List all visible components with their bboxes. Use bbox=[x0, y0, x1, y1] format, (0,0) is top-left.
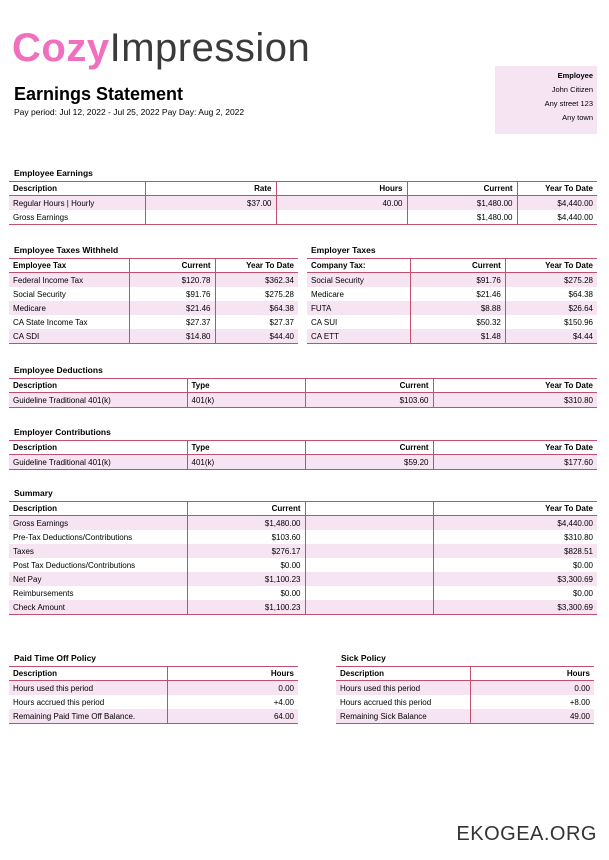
table-cell: Gross Earnings bbox=[9, 210, 145, 225]
summary-table bbox=[9, 501, 597, 615]
table-row bbox=[307, 273, 597, 288]
table-cell: $3,300.69 bbox=[433, 600, 597, 615]
table-cell: $4.44 bbox=[505, 329, 597, 344]
table-header-row bbox=[9, 182, 597, 196]
employer-taxes-title: Employer Taxes bbox=[311, 245, 376, 255]
table-cell: $0.00 bbox=[433, 558, 597, 572]
table-row bbox=[307, 287, 597, 301]
table-cell: Gross Earnings bbox=[9, 516, 187, 531]
table-cell: $103.60 bbox=[187, 530, 305, 544]
table-cell: $1,100.23 bbox=[187, 572, 305, 586]
column-header: Description bbox=[9, 182, 145, 196]
table-cell: CA SUI bbox=[307, 315, 411, 329]
column-header: Company Tax: bbox=[307, 259, 411, 273]
table-row bbox=[9, 558, 597, 572]
table-cell: $27.37 bbox=[129, 315, 215, 329]
table-cell: $64.38 bbox=[215, 301, 298, 315]
table-cell: 401(k) bbox=[187, 393, 305, 408]
table-row bbox=[9, 695, 298, 709]
summary-title: Summary bbox=[14, 488, 53, 498]
table-header-row bbox=[9, 259, 298, 273]
table-cell: Medicare bbox=[307, 287, 411, 301]
table-cell: 49.00 bbox=[470, 709, 594, 724]
table-cell: $103.60 bbox=[305, 393, 433, 408]
table-cell: Net Pay bbox=[9, 572, 187, 586]
table-cell: $21.46 bbox=[129, 301, 215, 315]
table-cell: Federal Income Tax bbox=[9, 273, 129, 288]
table-cell bbox=[305, 586, 433, 600]
employee-street: Any street 123 bbox=[544, 99, 593, 108]
table-cell: Social Security bbox=[307, 273, 411, 288]
column-header: Rate bbox=[145, 182, 276, 196]
table-cell bbox=[305, 558, 433, 572]
deductions-title: Employee Deductions bbox=[14, 365, 103, 375]
table-cell: Medicare bbox=[9, 301, 129, 315]
table-cell: $26.64 bbox=[505, 301, 597, 315]
table-header-row bbox=[9, 667, 298, 681]
table-cell: Remaining Paid Time Off Balance. bbox=[9, 709, 167, 724]
employee-taxes-title: Employee Taxes Withheld bbox=[14, 245, 119, 255]
column-header: Year To Date bbox=[215, 259, 298, 273]
table-cell: $8.88 bbox=[411, 301, 506, 315]
table-row bbox=[9, 681, 298, 696]
column-header: Current bbox=[305, 379, 433, 393]
table-cell: 401(k) bbox=[187, 455, 305, 470]
table-cell: Reimbursements bbox=[9, 586, 187, 600]
table-cell: $91.76 bbox=[411, 273, 506, 288]
table-cell: $0.00 bbox=[433, 586, 597, 600]
table-cell: +8.00 bbox=[470, 695, 594, 709]
table-cell: $177.60 bbox=[433, 455, 597, 470]
column-header: Current bbox=[411, 259, 506, 273]
logo-cozy: Cozy bbox=[12, 26, 110, 70]
table-row bbox=[9, 455, 597, 470]
pto-table bbox=[9, 666, 298, 724]
table-cell: Guideline Traditional 401(k) bbox=[9, 455, 187, 470]
table-cell: $27.37 bbox=[215, 315, 298, 329]
column-header: Current bbox=[187, 502, 305, 516]
table-row bbox=[9, 586, 597, 600]
table-cell: $276.17 bbox=[187, 544, 305, 558]
sick-title: Sick Policy bbox=[341, 653, 386, 663]
column-header: Year To Date bbox=[433, 379, 597, 393]
table-row bbox=[9, 709, 298, 724]
table-cell: $310.80 bbox=[433, 530, 597, 544]
column-header: Current bbox=[407, 182, 517, 196]
column-header: Description bbox=[9, 441, 187, 455]
table-header-row bbox=[307, 259, 597, 273]
table-cell: $120.78 bbox=[129, 273, 215, 288]
table-cell: $1,480.00 bbox=[407, 210, 517, 225]
column-header: Description bbox=[9, 502, 187, 516]
table-header-row bbox=[9, 441, 597, 455]
table-cell: $3,300.69 bbox=[433, 572, 597, 586]
employee-taxes-table bbox=[9, 258, 298, 344]
company-logo bbox=[12, 26, 310, 70]
table-row bbox=[9, 301, 298, 315]
employee-town: Any town bbox=[562, 113, 593, 122]
table-cell: Post Tax Deductions/Contributions bbox=[9, 558, 187, 572]
table-cell: $828.51 bbox=[433, 544, 597, 558]
table-row bbox=[9, 210, 597, 225]
table-cell bbox=[305, 530, 433, 544]
table-cell: CA SDI bbox=[9, 329, 129, 344]
table-row bbox=[336, 709, 594, 724]
column-header: Description bbox=[9, 667, 167, 681]
table-cell: 0.00 bbox=[167, 681, 298, 696]
column-header: Type bbox=[187, 379, 305, 393]
table-row bbox=[307, 301, 597, 315]
table-cell: 64.00 bbox=[167, 709, 298, 724]
table-row bbox=[336, 695, 594, 709]
table-cell: $21.46 bbox=[411, 287, 506, 301]
table-cell: $1,480.00 bbox=[407, 196, 517, 211]
footer-brand: EKOGEA.ORG bbox=[456, 823, 597, 845]
column-header: Current bbox=[305, 441, 433, 455]
table-cell: $91.76 bbox=[129, 287, 215, 301]
table-cell: $275.28 bbox=[215, 287, 298, 301]
column-header: Hours bbox=[167, 667, 298, 681]
table-cell: $4,440.00 bbox=[433, 516, 597, 531]
table-cell: Remaining Sick Balance bbox=[336, 709, 470, 724]
pto-title: Paid Time Off Policy bbox=[14, 653, 97, 663]
employee-name: John Citizen bbox=[551, 85, 593, 94]
table-cell: Hours used this period bbox=[9, 681, 167, 696]
table-cell: $1,100.23 bbox=[187, 600, 305, 615]
table-cell bbox=[305, 572, 433, 586]
table-row bbox=[9, 287, 298, 301]
table-header-row bbox=[336, 667, 594, 681]
table-cell: Hours accrued this period bbox=[9, 695, 167, 709]
sick-table bbox=[336, 666, 594, 724]
table-cell: $150.96 bbox=[505, 315, 597, 329]
column-header: Hours bbox=[470, 667, 594, 681]
table-cell: $1,480.00 bbox=[187, 516, 305, 531]
document-title: Earnings Statement bbox=[14, 84, 184, 104]
table-cell: CA State Income Tax bbox=[9, 315, 129, 329]
table-row bbox=[336, 681, 594, 696]
table-cell: Guideline Traditional 401(k) bbox=[9, 393, 187, 408]
earnings-title: Employee Earnings bbox=[14, 168, 93, 178]
table-row bbox=[9, 516, 597, 531]
earnings-table bbox=[9, 181, 597, 225]
table-cell: $275.28 bbox=[505, 273, 597, 288]
column-header: Year To Date bbox=[433, 502, 597, 516]
employee-info-box bbox=[495, 66, 597, 134]
table-cell: $4,440.00 bbox=[517, 196, 597, 211]
table-cell: Regular Hours | Hourly bbox=[9, 196, 145, 211]
column-header: Year To Date bbox=[517, 182, 597, 196]
table-cell: $37.00 bbox=[145, 196, 276, 211]
column-header: Year To Date bbox=[505, 259, 597, 273]
table-row bbox=[9, 273, 298, 288]
table-cell: Check Amount bbox=[9, 600, 187, 615]
table-row bbox=[9, 329, 298, 344]
column-header: Year To Date bbox=[433, 441, 597, 455]
table-cell: $310.80 bbox=[433, 393, 597, 408]
table-header-row bbox=[9, 379, 597, 393]
contributions-title: Employer Contributions bbox=[14, 427, 111, 437]
column-header: Current bbox=[129, 259, 215, 273]
logo-impression: Impression bbox=[109, 26, 311, 70]
employer-taxes-table bbox=[307, 258, 597, 344]
column-header: Description bbox=[336, 667, 470, 681]
pay-period: Pay period: Jul 12, 2022 - Jul 25, 2022 Pay Day: Aug 2, 2022 bbox=[14, 107, 245, 117]
table-cell: +4.00 bbox=[167, 695, 298, 709]
table-cell: $59.20 bbox=[305, 455, 433, 470]
table-cell: $0.00 bbox=[187, 586, 305, 600]
table-cell: Hours used this period bbox=[336, 681, 470, 696]
table-cell: $44.40 bbox=[215, 329, 298, 344]
table-cell bbox=[305, 516, 433, 531]
table-cell: $362.34 bbox=[215, 273, 298, 288]
table-row bbox=[9, 393, 597, 408]
table-row bbox=[9, 600, 597, 615]
table-cell: $0.00 bbox=[187, 558, 305, 572]
table-row bbox=[307, 315, 597, 329]
employee-label: Employee bbox=[557, 71, 593, 80]
table-cell: $1.48 bbox=[411, 329, 506, 344]
table-row bbox=[9, 315, 298, 329]
table-cell: $4,440.00 bbox=[517, 210, 597, 225]
column-header: Employee Tax bbox=[9, 259, 129, 273]
column-header: Hours bbox=[276, 182, 407, 196]
table-row bbox=[9, 530, 597, 544]
table-row bbox=[9, 572, 597, 586]
table-cell bbox=[276, 210, 407, 225]
table-cell bbox=[305, 544, 433, 558]
table-cell bbox=[145, 210, 276, 225]
table-cell: Hours accrued this period bbox=[336, 695, 470, 709]
column-header: Type bbox=[187, 441, 305, 455]
table-cell: CA ETT bbox=[307, 329, 411, 344]
table-header-row bbox=[9, 502, 597, 516]
table-cell bbox=[305, 600, 433, 615]
table-cell: Social Security bbox=[9, 287, 129, 301]
table-cell: Taxes bbox=[9, 544, 187, 558]
column-header: Description bbox=[9, 379, 187, 393]
deductions-table bbox=[9, 378, 597, 408]
table-row bbox=[9, 196, 597, 211]
table-cell: FUTA bbox=[307, 301, 411, 315]
table-cell: 40.00 bbox=[276, 196, 407, 211]
table-row bbox=[307, 329, 597, 344]
table-cell: $50.32 bbox=[411, 315, 506, 329]
contributions-table bbox=[9, 440, 597, 470]
table-cell: 0.00 bbox=[470, 681, 594, 696]
table-row bbox=[9, 544, 597, 558]
column-header bbox=[305, 502, 433, 516]
table-cell: Pre-Tax Deductions/Contributions bbox=[9, 530, 187, 544]
table-cell: $14.80 bbox=[129, 329, 215, 344]
table-cell: $64.38 bbox=[505, 287, 597, 301]
